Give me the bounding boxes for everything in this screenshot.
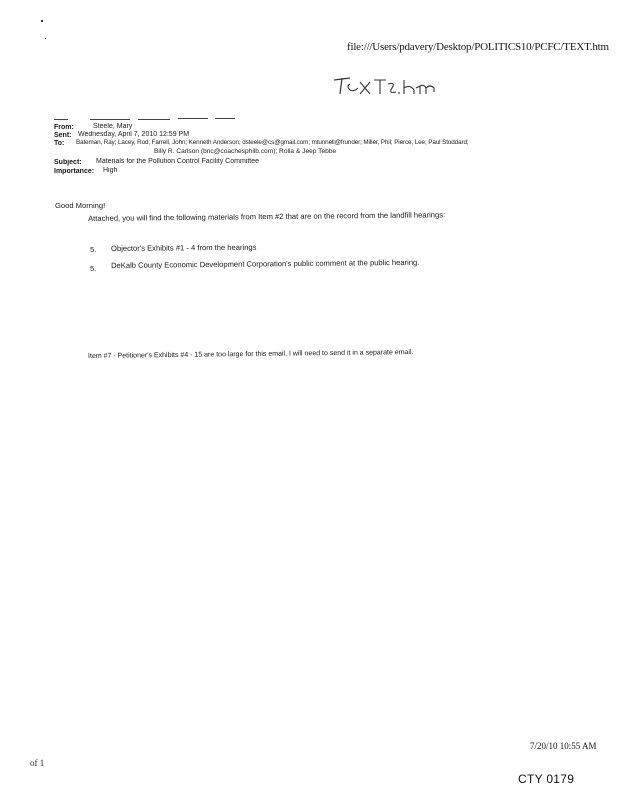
to-label: To: bbox=[54, 140, 65, 147]
note-paragraph: Item #7 - Petitioner's Exhibits #4 - 15 are too large for this email. I will need to send it in a separate email. bbox=[88, 349, 414, 360]
page-count: of 1 bbox=[30, 758, 45, 768]
header-rule bbox=[215, 118, 235, 119]
from-label: From: bbox=[54, 124, 74, 131]
importance-value: High bbox=[103, 167, 118, 174]
to-value-line1: Bateman, Ray; Lacey, Rod; Farrell, John; Kenneth Anderson; dsteele@cs@gmail.com; mtunnell@frunder; Miller, Phil; Pierce, Lee; Paul Stoddard; bbox=[76, 139, 469, 146]
sent-label: Sent: bbox=[54, 132, 72, 139]
header-rule bbox=[90, 119, 130, 120]
header-rule bbox=[54, 119, 68, 120]
list-item-text: Objector's Exhibits #1 - 4 from the hearings bbox=[111, 242, 257, 253]
subject-label: Subject: bbox=[54, 159, 82, 166]
file-path: file:///Users/pdavery/Desktop/POLITICS10/PCFC/TEXT.htm bbox=[347, 41, 609, 53]
to-value-line2: Billy R. Carlson (bnc@coachesphilb.com); Rolla & Jeep Tebbe bbox=[154, 148, 337, 155]
scan-speck bbox=[45, 38, 46, 39]
scan-speck bbox=[41, 20, 43, 22]
from-value: Steele, Mary bbox=[93, 123, 133, 130]
intro-paragraph: Attached, you will find the following materials from Item #2 that are on the record from the landfill hearings: bbox=[88, 210, 446, 223]
handwritten-annotation bbox=[330, 72, 440, 100]
bates-number: CTY 0179 bbox=[518, 772, 575, 786]
sent-value: Wednesday, April 7, 2010 12:59 PM bbox=[78, 131, 190, 138]
header-rule bbox=[138, 119, 170, 120]
subject-value: Materials for the Pollution Control Facility Committee bbox=[96, 158, 260, 165]
importance-label: Importance: bbox=[54, 168, 95, 175]
header-rule bbox=[178, 118, 208, 119]
handwriting-scribble bbox=[330, 72, 440, 100]
greeting: Good Morning! bbox=[55, 201, 106, 210]
list-item-text: DeKalb County Economic Development Corporation's public comment at the public hearing. bbox=[111, 257, 420, 270]
print-datetime: 7/20/10 10:55 AM bbox=[530, 741, 597, 751]
list-bullet: 5. bbox=[90, 245, 97, 254]
list-bullet: 5. bbox=[90, 264, 97, 273]
